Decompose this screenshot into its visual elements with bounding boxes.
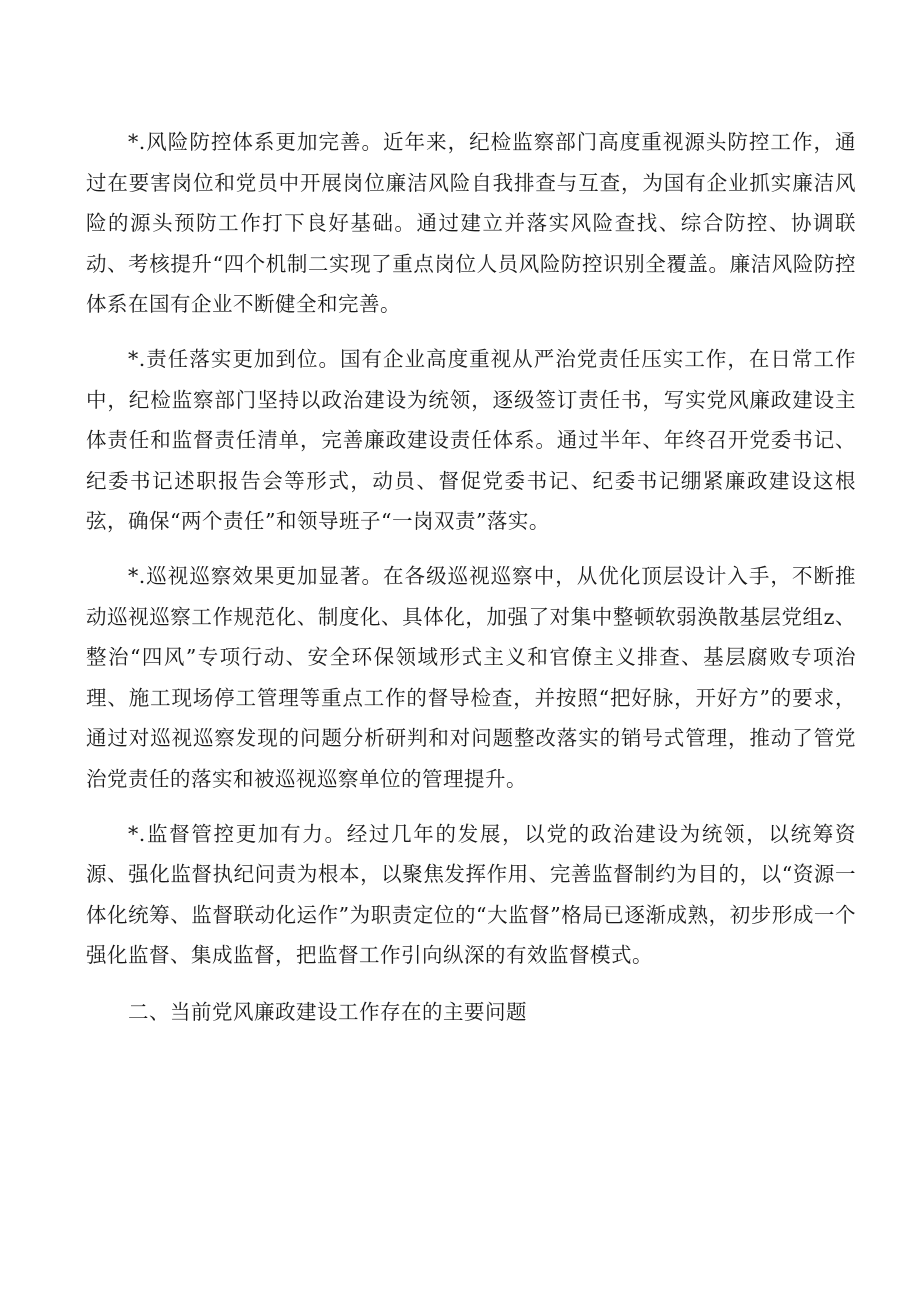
paragraph-responsibility: *.责任落实更加到位。国有企业高度重视从严治党责任压实工作，在日常工作中，纪检监察部门坚持以政治建设为统领，逐级签订责任书，写实党风廉政建设主体责任和监督责任清单，完善廉政建设责任体系。通过半年、年终召开党委书记、纪委书记述职报告会等形式，动员、督促党委书记、纪委书记绷紧廉政建设这根弦，确保“两个责任”和领导班子“一岗双责”落实。	[86, 346, 856, 534]
paragraph-risk-control: *.风险防控体系更加完善。近年来，纪检监察部门高度重视源头防控工作，通过在要害岗位和党员中开展岗位廉洁风险自我排查与互查，为国有企业抓实廉洁风险的源头预防工作打下良好基础。通过建立并落实风险查找、综合防控、协调联动、考核提升“四个机制二实现了重点岗位人员风险防控识别全覆盖。廉洁风险防控体系在国有企业不断健全和完善。	[86, 130, 856, 317]
paragraph-supervision: *.监督管控更加有力。经过几年的发展，以党的政治建设为统领，以统筹资源、强化监督执纪问责为根本，以聚焦发挥作用、完善监督制约为目的，以“资源一体化统筹、监督联动化运作”为职责定位的“大监督”格局已逐渐成熟，初步形成一个强化监督、集成监督，把监督工作引向纵深的有效监督模式。	[86, 821, 856, 968]
paragraph-inspection: *.巡视巡察效果更加显著。在各级巡视巡察中，从优化顶层设计入手，不断推动巡视巡察工作规范化、制度化、具体化，加强了对集中整顿软弱涣散基层党组z、整治“四风”专项行动、安全环保领域形式主义和官僚主义排查、基层腐败专项治理、施工现场停工管理等重点工作的督导检查，并按照“把好脉，开好方”的要求，通过对巡视巡察发现的问题分析研判和对问题整改落实的销号式管理，推动了管党治党责任的落实和被巡视巡察单位的管理提升。	[86, 563, 856, 791]
section-heading: 二、当前党风廉政建设工作存在的主要问题	[128, 999, 527, 1024]
document-body	[86, 122, 856, 1032]
